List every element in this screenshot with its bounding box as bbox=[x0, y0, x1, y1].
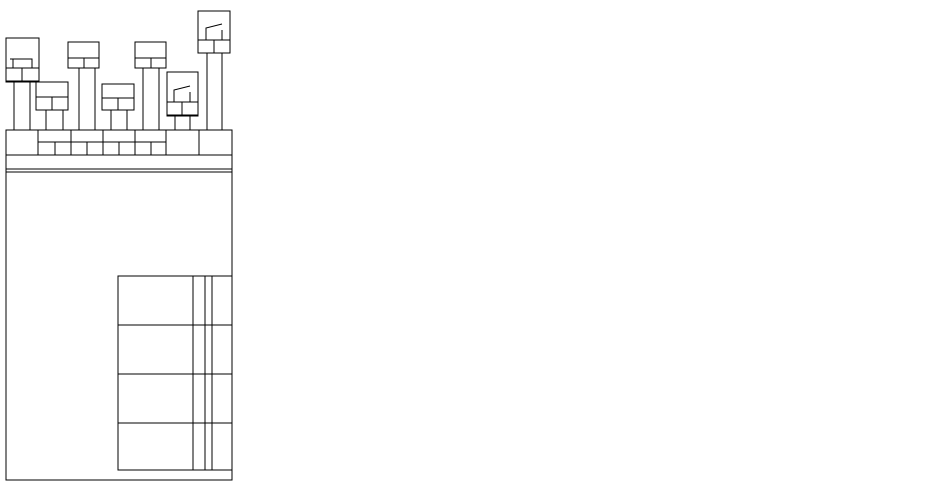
output-block bbox=[118, 276, 232, 470]
device-tzew bbox=[68, 42, 99, 130]
device-u3 bbox=[167, 72, 198, 130]
device-u1 bbox=[6, 38, 39, 130]
device-tpok bbox=[36, 82, 68, 130]
device-tco2 bbox=[102, 84, 134, 130]
sensor-terminal-block bbox=[6, 130, 232, 155]
screw-row bbox=[6, 155, 232, 169]
device-u2 bbox=[198, 11, 230, 130]
device-tzas bbox=[135, 42, 166, 130]
